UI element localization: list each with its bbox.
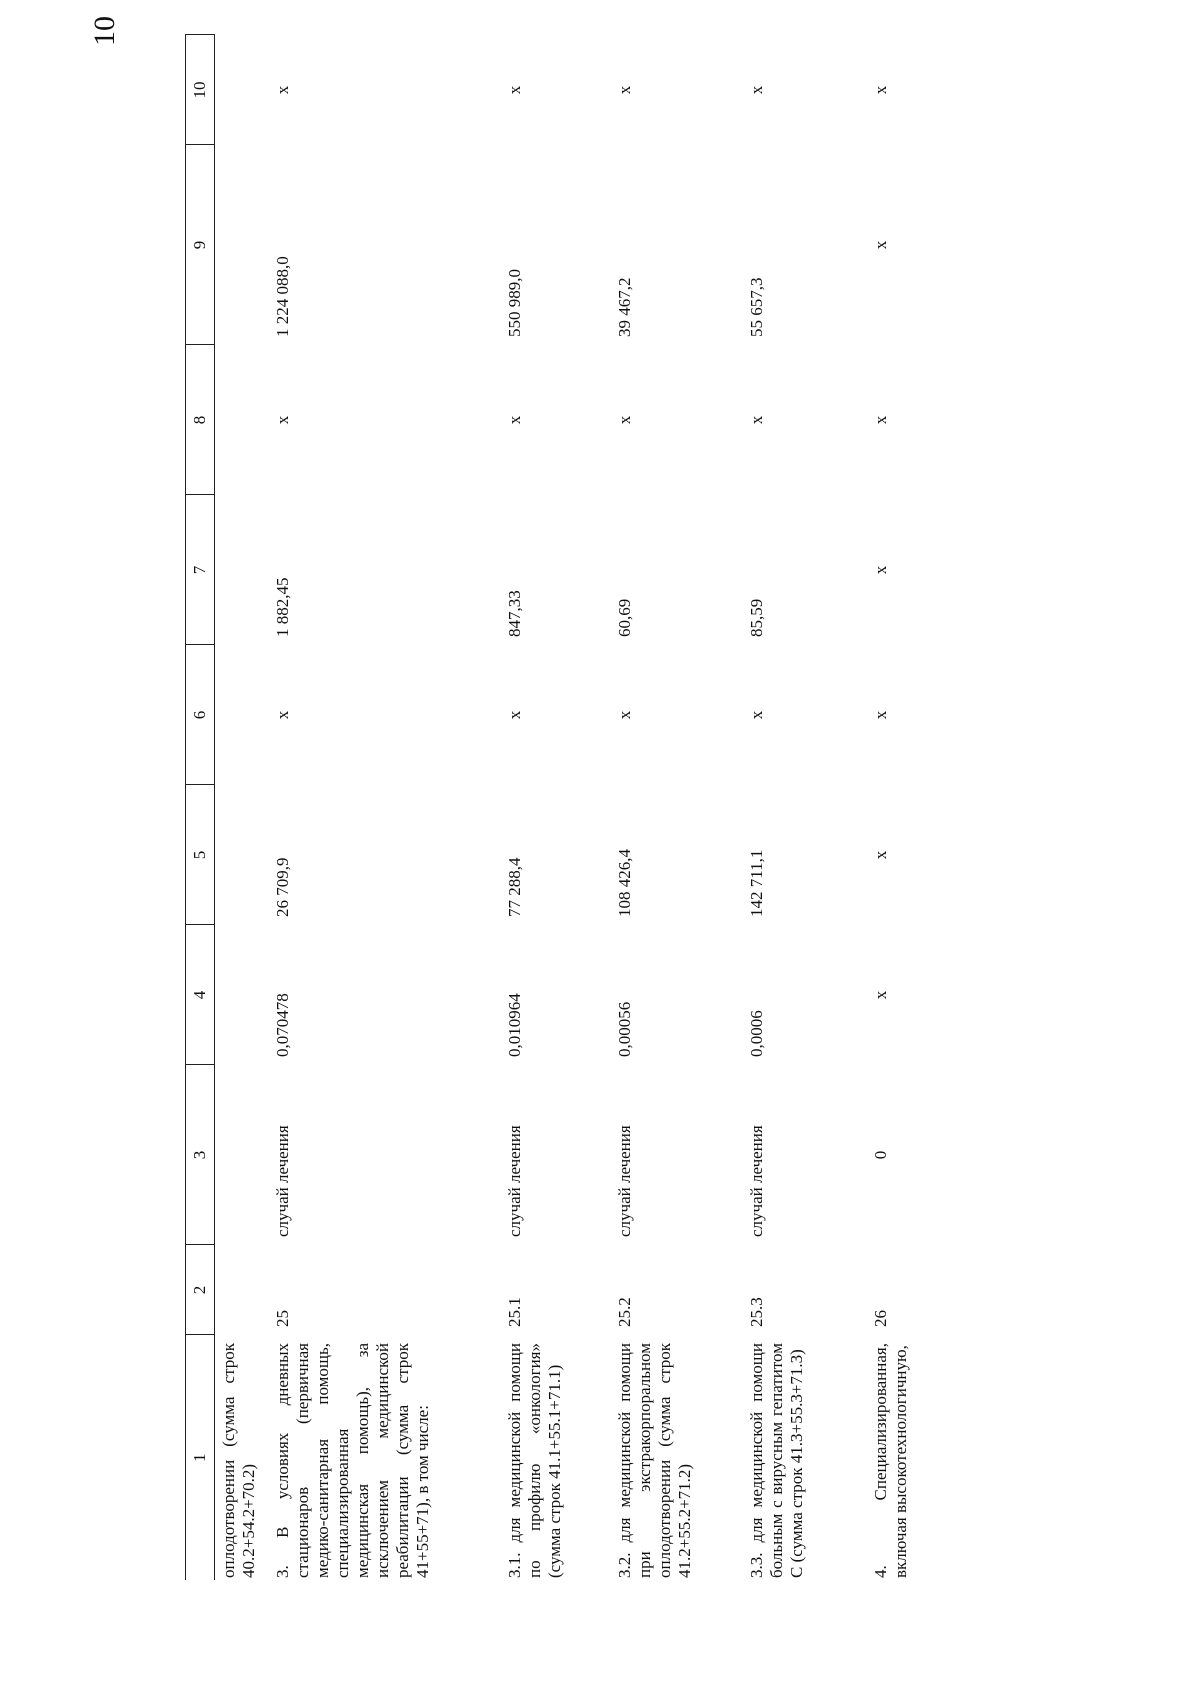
value-cell: х [871, 565, 891, 575]
row-description: 3.1. для медицинской помощи по профилю «онкология» (сумма строк 41.1+55.1+71.1) [505, 1343, 565, 1578]
value-cell: х [505, 415, 525, 425]
value-cell [215, 785, 268, 925]
value-cell: 0,010964 [505, 993, 525, 1057]
value-cell: 60,69 [615, 598, 635, 637]
value-cell: 0,00056 [615, 1001, 635, 1057]
table-row [267, 35, 499, 1580]
table-row [215, 35, 268, 1580]
value-cell: х [615, 85, 635, 95]
column-header: 6 [186, 645, 215, 785]
column-header: 5 [186, 785, 215, 925]
value-cell [215, 345, 268, 495]
value-cell: х [273, 710, 293, 720]
column-header: 2 [186, 1245, 215, 1335]
value-cell: 1 882,45 [273, 577, 293, 637]
value-cell: х [505, 710, 525, 720]
unit-cell: случай лечения [615, 1125, 635, 1237]
table-row [499, 35, 609, 1580]
value-cell: х [747, 415, 767, 425]
value-cell: 142 711,1 [747, 849, 767, 917]
data-table [185, 35, 949, 1581]
row-code: 25.3 [747, 1297, 767, 1327]
row-description: 4. Специализированная, включая высокотехнологичную, [871, 1343, 911, 1578]
row-code [215, 1245, 268, 1335]
value-cell: 39 467,2 [615, 277, 635, 337]
value-cell: х [273, 85, 293, 95]
column-header: 8 [186, 345, 215, 495]
page-number: 10 [88, 16, 121, 46]
value-cell: х [505, 85, 525, 95]
row-description: оплодотворении (сумма строк 40.2+54.2+70.2) [219, 1343, 259, 1578]
value-cell: х [871, 240, 891, 250]
column-header: 10 [186, 35, 215, 145]
value-cell [215, 35, 268, 145]
column-header: 9 [186, 145, 215, 345]
row-code: 26 [871, 1310, 891, 1327]
value-cell: 108 426,4 [615, 849, 635, 917]
value-cell: 550 989,0 [505, 269, 525, 337]
unit-cell [215, 1065, 268, 1245]
value-cell: х [871, 710, 891, 720]
table-row [865, 35, 949, 1580]
row-code: 25.1 [505, 1297, 525, 1327]
value-cell: 26 709,9 [273, 857, 293, 917]
value-cell: х [747, 85, 767, 95]
value-cell: 0,070478 [273, 993, 293, 1057]
unit-cell: случай лечения [505, 1125, 525, 1237]
value-cell: х [871, 990, 891, 1000]
row-description: 3.2. для медицинской помощи при экстракорпоральном оплодотворении (сумма строк 41.2+55.2+71.2) [615, 1343, 695, 1578]
rotated-table-container [185, 35, 1005, 1580]
column-header: 4 [186, 925, 215, 1065]
table-row [609, 35, 741, 1580]
row-description: 3. В условиях дневных стационаров (первичная медико-санитарная помощь, специализированная медицинская помощь), за исключением медицинской реабилитации (сумма строк 41+55+71), в том числе: [273, 1343, 433, 1578]
row-code: 25 [273, 1310, 293, 1327]
column-header: 3 [186, 1065, 215, 1245]
value-cell: 0,0006 [747, 1010, 767, 1057]
value-cell: 77 288,4 [505, 857, 525, 917]
table-row [741, 35, 865, 1580]
value-cell: х [871, 85, 891, 95]
value-cell: х [871, 415, 891, 425]
value-cell [215, 145, 268, 345]
value-cell: х [615, 415, 635, 425]
unit-cell: случай лечения [273, 1125, 293, 1237]
value-cell: х [747, 710, 767, 720]
column-header: 7 [186, 495, 215, 645]
unit-cell: 0 [871, 1150, 891, 1160]
value-cell [215, 645, 268, 785]
value-cell: 85,59 [747, 598, 767, 637]
value-cell [215, 495, 268, 645]
row-description: 3.3. для медицинской помощи больным с вирусным гепатитом С (сумма строк 41.3+55.3+71.3) [747, 1343, 807, 1578]
value-cell [215, 925, 268, 1065]
value-cell: х [273, 415, 293, 425]
table-header-row [186, 35, 215, 1580]
unit-cell: случай лечения [747, 1125, 767, 1237]
value-cell: 55 657,3 [747, 277, 767, 337]
value-cell: 1 224 088,0 [273, 256, 293, 337]
value-cell: х [615, 710, 635, 720]
column-header: 1 [186, 1335, 215, 1580]
value-cell: х [871, 850, 891, 860]
row-code: 25.2 [615, 1297, 635, 1327]
value-cell: 847,33 [505, 590, 525, 637]
